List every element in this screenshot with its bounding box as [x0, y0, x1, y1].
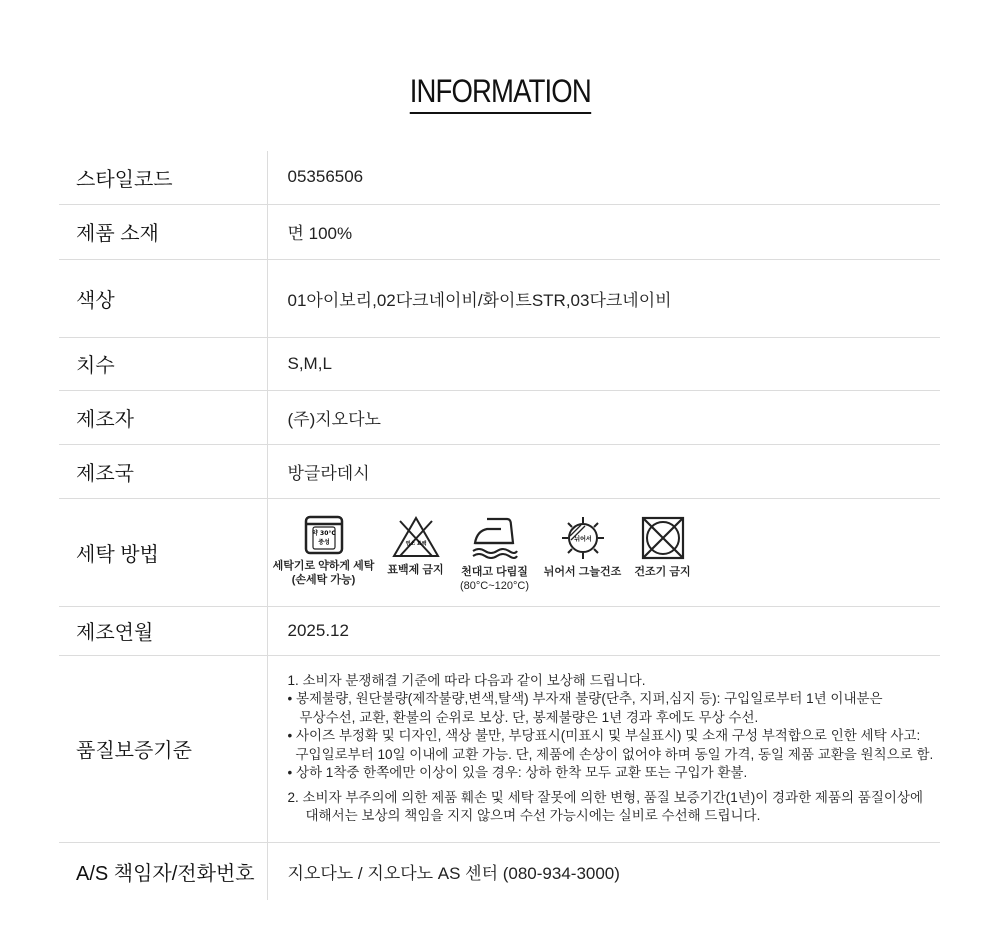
row-quality: [59, 655, 940, 842]
material-value: 면 100%: [267, 204, 940, 259]
hand-wash-caption-1: 세탁기로 약하게 세탁: [272, 560, 375, 572]
style-code-label: 스타일코드: [76, 168, 173, 191]
section-title: [0, 72, 1000, 114]
as-label: A/S 책임자/전화번호: [76, 862, 255, 885]
no-tumble-caption: 건조기 금지: [634, 566, 691, 578]
wash-item-hand-wash: [268, 515, 380, 587]
iron-caption-2: (80°C~120°C): [459, 580, 530, 592]
row-style-code: [59, 151, 940, 204]
row-material: [59, 204, 940, 259]
no-bleach-caption: 표백제 금지: [387, 564, 444, 576]
size-value: S,M,L: [267, 337, 940, 390]
style-code-value: 05356506: [267, 151, 940, 204]
iron-caption-1: 천대고 다림질: [461, 566, 528, 578]
hand-wash-temp: 약 30°C: [311, 530, 336, 537]
date-label: 제조연월: [76, 622, 154, 644]
wash-icons: [272, 511, 941, 593]
quality-bullet-2b: 구입일로부터 10일 이내에 교환 가능. 단, 제품에 손상이 없어야 하며 동일 가격, 동일 제품 교환을 원칙으로 함.: [295, 746, 934, 762]
row-date: [59, 606, 940, 655]
row-country: [59, 444, 940, 498]
country-value: 방글라데시: [267, 444, 940, 498]
quality-label: 품질보증기준: [76, 740, 192, 762]
hand-wash-neutral: 중성: [317, 539, 330, 546]
quality-text: [288, 672, 941, 826]
hand-wash-caption-2: (손세탁 가능): [291, 574, 356, 586]
row-size: [59, 337, 940, 390]
shade-dry-icon: [560, 515, 606, 561]
country-label: 제조국: [76, 462, 134, 485]
iron-cloth-icon: [471, 515, 519, 561]
row-maker: [59, 390, 940, 444]
quality-bullet-1a: • 봉제불량, 원단불량(제작불량,변색,탈색) 부자재 불량(단추, 지퍼,심지 등): 구입일로부터 1년 이내분은: [287, 691, 883, 706]
maker-label: 제조자: [76, 408, 134, 431]
quality-item-1: 1. 소비자 분쟁해결 기준에 따라 다음과 같이 보상해 드립니다.: [287, 672, 646, 688]
wash-item-shade-dry: [538, 515, 628, 579]
date-value: 2025.12: [267, 606, 940, 655]
row-color: [59, 259, 940, 337]
wash-item-iron: [452, 515, 538, 593]
quality-value: [267, 655, 940, 842]
shade-dry-caption: 뉘어서 그늘건조: [543, 566, 622, 578]
wash-value: [267, 498, 940, 606]
wash-item-no-bleach: [380, 515, 452, 577]
product-info-table: [59, 151, 940, 900]
information-heading: INFORMATION: [409, 72, 590, 114]
hand-wash-30-icon: [304, 515, 344, 555]
color-value: 01아이보리,02다크네이비/화이트STR,03다크네이비: [267, 259, 940, 337]
wash-item-no-tumble: [628, 515, 698, 579]
quality-bullet-2a: • 사이즈 부정확 및 디자인, 색상 불만, 부당표시(미표시 및 부실표시) 및 소재 구성 부적합으로 인한 세탁 사고:: [287, 728, 921, 743]
quality-item-2b: 대해서는 보상의 책임을 지지 않으며 수선 가능시에는 실비로 수선해 드립니다.: [305, 808, 761, 823]
material-label: 제품 소재: [76, 223, 159, 245]
no-tumble-dry-icon: [640, 515, 686, 561]
shade-dry-inner: 뉘어서: [573, 536, 592, 543]
no-bleach-inner: 염소 표백: [404, 541, 427, 547]
no-bleach-icon: [391, 515, 441, 559]
as-value: 지오다노 / 지오다노 AS 센터 (080-934-3000): [267, 842, 940, 900]
quality-bullet-3: • 상하 1착중 한쪽에만 이상이 있을 경우: 상하 한착 모두 교환 또는 구입가 환불.: [287, 765, 748, 780]
quality-bullet-1b: 무상수선, 교환, 환불의 순위로 보상. 단, 봉제불량은 1년 경과 후에도 무상 수선.: [299, 709, 759, 725]
wash-label: 세탁 방법: [76, 543, 159, 566]
size-label: 치수: [76, 355, 115, 377]
quality-item-2a: 2. 소비자 부주의에 의한 제품 훼손 및 세탁 잘못에 의한 변형, 품질 보증기간(1년)이 경과한 제품의 품질이상에: [287, 789, 923, 805]
row-as: [59, 842, 940, 900]
color-label: 색상: [76, 289, 115, 312]
row-wash: [59, 498, 940, 606]
maker-value: (주)지오다노: [267, 390, 940, 444]
